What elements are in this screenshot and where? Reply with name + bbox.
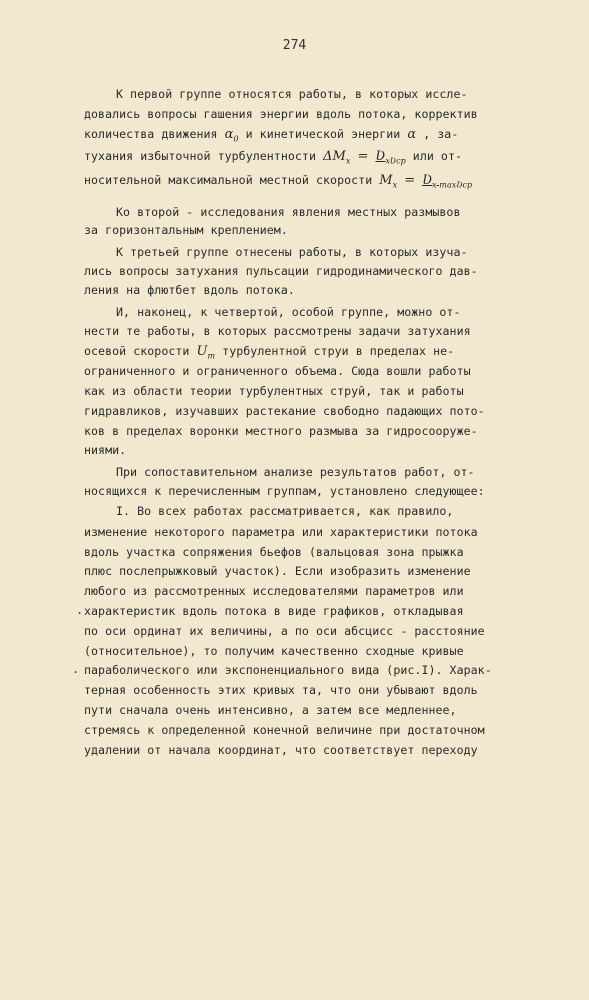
text-line: И, наконец, к четвертой, особой группе, можно от-	[116, 305, 461, 319]
text-line: ниями.	[84, 443, 127, 457]
text-line: нести те работы, в которых рассмотрены задачи затухания	[84, 324, 471, 338]
text-line: (относительное), то получим качественно сходные кривые	[84, 644, 464, 658]
text-fragment: турбулентной струи в пределах не-	[222, 344, 455, 358]
text-line: удалении от начала координат, что соответствует переходу	[84, 743, 478, 757]
text-fragment: или от-	[412, 149, 463, 163]
text-fragment: и кинетической энергии	[245, 127, 401, 141]
text-line: гидравликов, изучавших растекание свободно падающих пото-	[84, 404, 485, 418]
text-line: К третьей группе отнесены работы, в которых изуча-	[116, 245, 468, 259]
page-number: 274	[282, 38, 307, 53]
text-line: ограниченного и ограниченного объема. Сюда вошли работы	[84, 364, 471, 378]
text-line: лись вопросы затухания пульсации гидродинамического дав-	[84, 264, 478, 278]
text-line: характеристик вдоль потока в виде графиков, откладывая	[84, 604, 464, 618]
text-line: как из области теории турбулентных струй, так и работы	[84, 384, 464, 398]
formula-numerator: $Ʋ_{x max}$	[422, 173, 457, 190]
text-line: изменение некоторого параметра или характеристики потока	[84, 525, 478, 539]
text-line: ления на флютбет вдоль потока.	[84, 283, 295, 297]
text-line-formula	[84, 126, 458, 148]
text-fragment: количества движения	[84, 127, 218, 141]
text-line: стремясь к определенной конечной величине при достаточном	[84, 723, 485, 737]
formula-eq: =	[357, 149, 369, 164]
text-line: К первой группе относятся работы, в которых иссле-	[116, 87, 468, 101]
text-line-formula	[84, 172, 472, 194]
formula-delta-mu: $\Delta M_x$	[323, 149, 351, 166]
text-line: по оси ординат их величины, а по оси абсцисс - расстояние	[84, 624, 485, 638]
text-line: плюс послепрыжковый участок). Если изобразить изменение	[84, 564, 471, 578]
formula-fraction	[375, 149, 405, 170]
text-line-formula	[84, 343, 454, 365]
text-fragment: носительной максимальной местной скорости	[84, 173, 373, 187]
text-fragment: осевой скорости	[84, 344, 190, 358]
formula-denominator: Ʋср	[389, 156, 406, 166]
text-line: вдоль участка сопряжения бьефов (вальцовая зона прыжка	[84, 545, 464, 559]
text-line: При сопоставительном анализе результатов работ, от-	[116, 465, 475, 479]
text-line: параболического или экспоненциального вида (рис.I). Харак-	[84, 663, 492, 677]
text-fragment: , за-	[423, 127, 459, 141]
formula-alpha0: $\alpha_0$	[224, 127, 239, 144]
formula-denominator: Ʋср	[456, 180, 473, 190]
text-line-formula	[84, 148, 462, 170]
text-line: терная особенность этих кривых та, что они убывают вдоль	[84, 683, 478, 697]
text-fragment: тухания избыточной турбулентности	[84, 149, 316, 163]
text-line: за горизонтальным креплением.	[84, 223, 288, 237]
text-line: носящихся к перечисленным группам, установлено следующее:	[84, 484, 485, 498]
margin-mark: .	[72, 662, 80, 676]
margin-mark: .	[76, 603, 84, 617]
text-line: любого из рассмотренных исследователями параметров или	[84, 584, 464, 598]
formula-eq: =	[404, 173, 416, 188]
text-line: пути сначала очень интенсивно, а затем все медленнее,	[84, 703, 457, 717]
text-line: ков в пределах воронки местного размыва за гидросооруже-	[84, 424, 478, 438]
text-line: довались вопросы гашения энергии вдоль потока, корректив	[84, 107, 478, 121]
text-line: I. Во всех работах рассматривается, как правило,	[116, 504, 454, 518]
text-line: Ко второй - исследования явления местных размывов	[116, 205, 461, 219]
formula-numerator: $Ʋ_x$	[375, 149, 390, 166]
formula-mu: $M_x$	[379, 173, 398, 190]
formula-um: $U_m$	[196, 344, 216, 361]
formula-fraction	[422, 173, 472, 194]
formula-alpha: α	[407, 127, 417, 142]
